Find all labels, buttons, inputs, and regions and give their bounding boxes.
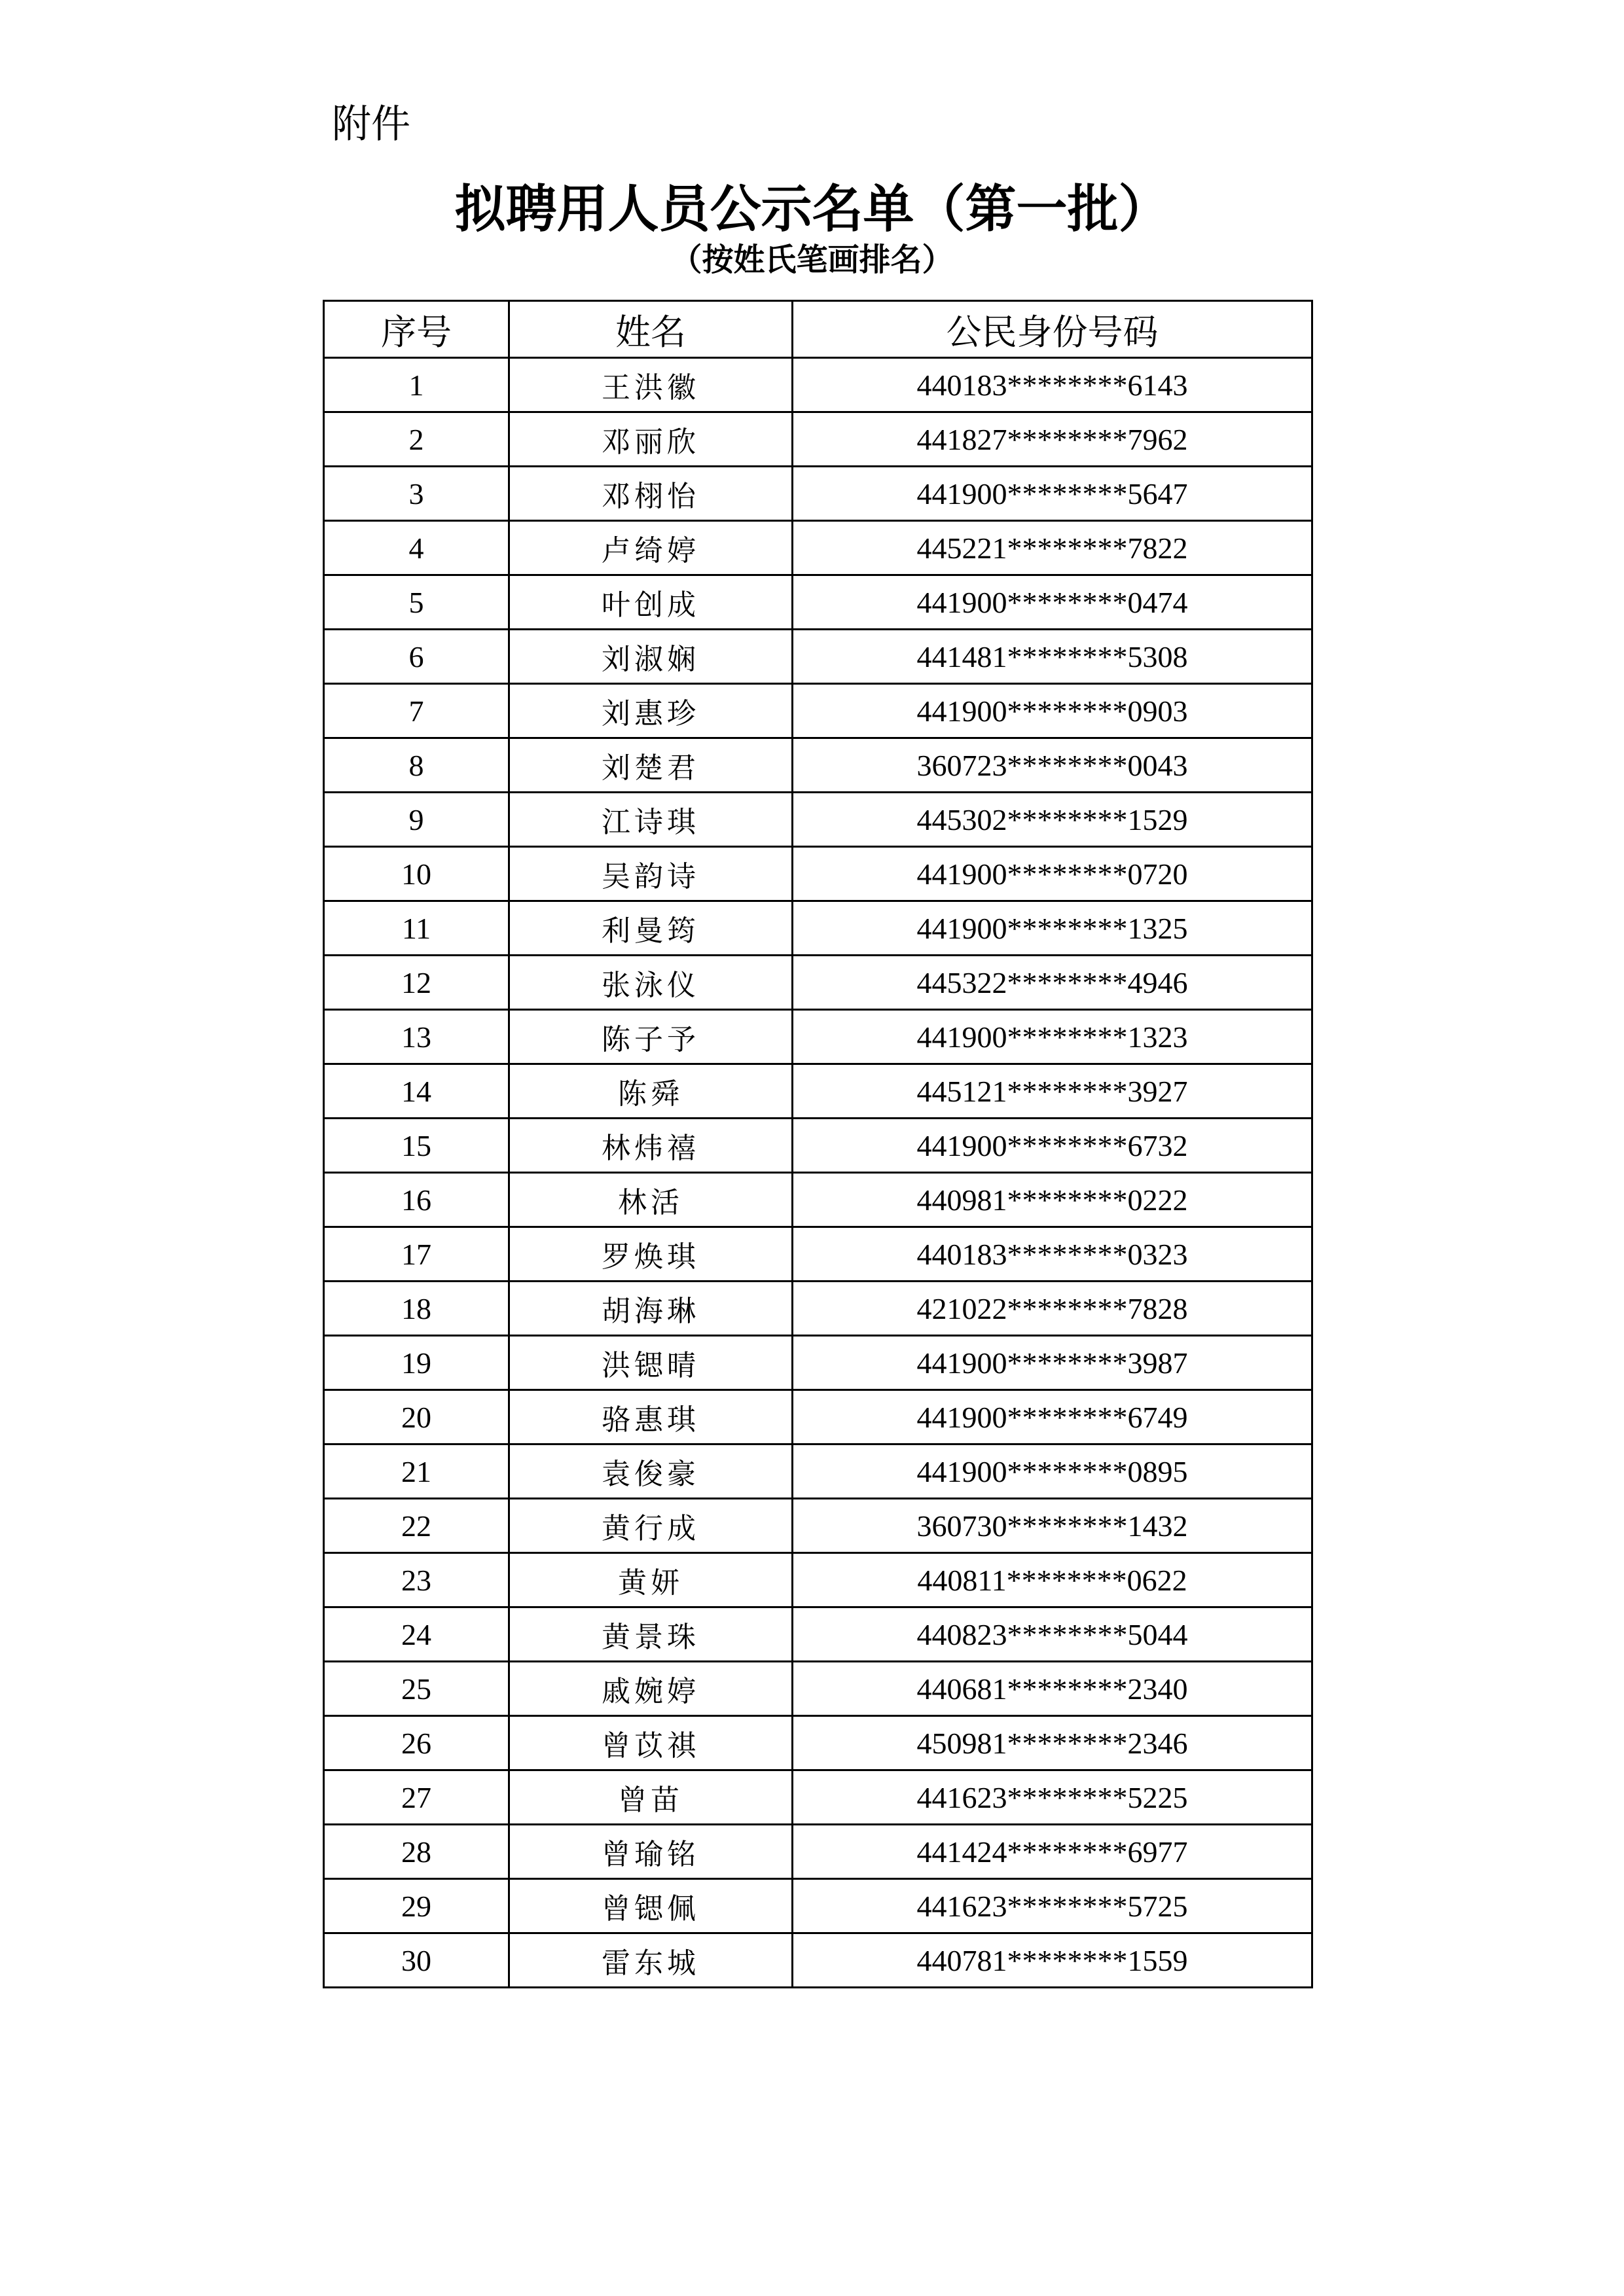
cell-name: 刘楚君 [509, 738, 793, 793]
cell-name: 黄景珠 [509, 1607, 793, 1662]
table-row [324, 630, 1312, 684]
cell-id: 441900********6749 [793, 1390, 1312, 1444]
table-row [324, 1716, 1312, 1770]
cell-id: 440811********0622 [793, 1553, 1312, 1607]
cell-seq: 7 [324, 684, 509, 738]
table-row [324, 358, 1312, 412]
cell-id: 440681********2340 [793, 1662, 1312, 1716]
cell-name: 林炜禧 [509, 1119, 793, 1173]
table-row [324, 956, 1312, 1010]
cell-name: 张泳仪 [509, 956, 793, 1010]
cell-seq: 14 [324, 1064, 509, 1119]
cell-id: 441900********0720 [793, 847, 1312, 901]
table-row [324, 1879, 1312, 1933]
cell-id: 440781********1559 [793, 1933, 1312, 1988]
cell-name: 黄行成 [509, 1499, 793, 1553]
table-row [324, 521, 1312, 575]
cell-seq: 10 [324, 847, 509, 901]
cell-id: 440981********0222 [793, 1173, 1312, 1227]
table-row [324, 1607, 1312, 1662]
cell-id: 441900********0903 [793, 684, 1312, 738]
cell-name: 利曼筠 [509, 901, 793, 956]
cell-name: 曾锶佩 [509, 1879, 793, 1933]
cell-id: 441900********0474 [793, 575, 1312, 630]
table-row [324, 847, 1312, 901]
cell-name: 陈舜 [509, 1064, 793, 1119]
cell-name: 邓丽欣 [509, 412, 793, 467]
cell-name: 林活 [509, 1173, 793, 1227]
cell-seq: 29 [324, 1879, 509, 1933]
cell-seq: 19 [324, 1336, 509, 1390]
table-row [324, 1933, 1312, 1988]
cell-name: 吴韵诗 [509, 847, 793, 901]
cell-name: 罗焕琪 [509, 1227, 793, 1282]
table-row [324, 1064, 1312, 1119]
cell-seq: 8 [324, 738, 509, 793]
table-body [324, 358, 1312, 1988]
cell-seq: 4 [324, 521, 509, 575]
cell-name: 王洪徽 [509, 358, 793, 412]
table-row [324, 1119, 1312, 1173]
cell-id: 440823********5044 [793, 1607, 1312, 1662]
table-row [324, 412, 1312, 467]
cell-name: 戚婉婷 [509, 1662, 793, 1716]
cell-seq: 22 [324, 1499, 509, 1553]
cell-seq: 6 [324, 630, 509, 684]
cell-seq: 2 [324, 412, 509, 467]
cell-id: 440183********0323 [793, 1227, 1312, 1282]
table-row [324, 793, 1312, 847]
cell-name: 邓栩怡 [509, 467, 793, 521]
page-title: 拟聘用人员公示名单（第一批） [454, 179, 1170, 239]
table-row [324, 1010, 1312, 1064]
cell-seq: 23 [324, 1553, 509, 1607]
cell-seq: 26 [324, 1716, 509, 1770]
table-row [324, 1444, 1312, 1499]
cell-id: 445221********7822 [793, 521, 1312, 575]
cell-name: 卢绮婷 [509, 521, 793, 575]
cell-id: 360730********1432 [793, 1499, 1312, 1553]
cell-seq: 21 [324, 1444, 509, 1499]
cell-name: 刘淑娴 [509, 630, 793, 684]
cell-seq: 15 [324, 1119, 509, 1173]
cell-id: 441900********5647 [793, 467, 1312, 521]
cell-id: 441827********7962 [793, 412, 1312, 467]
table-row [324, 1282, 1312, 1336]
table-row [324, 575, 1312, 630]
table-row [324, 1499, 1312, 1553]
cell-seq: 27 [324, 1770, 509, 1825]
table-row [324, 901, 1312, 956]
table-row [324, 738, 1312, 793]
table-row [324, 684, 1312, 738]
cell-seq: 3 [324, 467, 509, 521]
cell-id: 421022********7828 [793, 1282, 1312, 1336]
table-row [324, 1336, 1312, 1390]
cell-id: 445121********3927 [793, 1064, 1312, 1119]
cell-id: 441900********1323 [793, 1010, 1312, 1064]
cell-id: 441900********0895 [793, 1444, 1312, 1499]
cell-id: 440183********6143 [793, 358, 1312, 412]
cell-id: 445322********4946 [793, 956, 1312, 1010]
cell-name: 陈子予 [509, 1010, 793, 1064]
cell-seq: 12 [324, 956, 509, 1010]
cell-id: 445302********1529 [793, 793, 1312, 847]
cell-seq: 13 [324, 1010, 509, 1064]
cell-id: 441900********6732 [793, 1119, 1312, 1173]
table-row [324, 1553, 1312, 1607]
cell-name: 袁俊豪 [509, 1444, 793, 1499]
cell-name: 曾苡祺 [509, 1716, 793, 1770]
header-name: 姓名 [509, 301, 793, 358]
cell-name: 刘惠珍 [509, 684, 793, 738]
cell-name: 黄妍 [509, 1553, 793, 1607]
cell-id: 360723********0043 [793, 738, 1312, 793]
cell-id: 441900********1325 [793, 901, 1312, 956]
cell-name: 雷东城 [509, 1933, 793, 1988]
header-id: 公民身份号码 [793, 301, 1312, 358]
cell-id: 441424********6977 [793, 1825, 1312, 1879]
table-row [324, 1227, 1312, 1282]
cell-seq: 5 [324, 575, 509, 630]
attachment-label: 附件 [332, 101, 410, 147]
table-row [324, 1770, 1312, 1825]
cell-id: 441623********5225 [793, 1770, 1312, 1825]
cell-seq: 20 [324, 1390, 509, 1444]
cell-seq: 24 [324, 1607, 509, 1662]
cell-name: 胡海琳 [509, 1282, 793, 1336]
cell-name: 江诗琪 [509, 793, 793, 847]
cell-seq: 25 [324, 1662, 509, 1716]
cell-name: 曾苗 [509, 1770, 793, 1825]
cell-seq: 11 [324, 901, 509, 956]
cell-id: 441481********5308 [793, 630, 1312, 684]
table-row [324, 1173, 1312, 1227]
cell-seq: 17 [324, 1227, 509, 1282]
candidate-table [323, 300, 1313, 1988]
cell-seq: 9 [324, 793, 509, 847]
cell-seq: 16 [324, 1173, 509, 1227]
table-row [324, 1825, 1312, 1879]
cell-seq: 28 [324, 1825, 509, 1879]
cell-seq: 18 [324, 1282, 509, 1336]
cell-name: 叶创成 [509, 575, 793, 630]
page-subtitle: （按姓氏笔画排名） [670, 242, 954, 278]
table-row [324, 1390, 1312, 1444]
cell-id: 441900********3987 [793, 1336, 1312, 1390]
cell-name: 洪锶晴 [509, 1336, 793, 1390]
header-seq: 序号 [324, 301, 509, 358]
cell-name: 曾瑜铭 [509, 1825, 793, 1879]
cell-name: 骆惠琪 [509, 1390, 793, 1444]
cell-id: 441623********5725 [793, 1879, 1312, 1933]
table-header-row [324, 301, 1312, 358]
table-row [324, 467, 1312, 521]
cell-seq: 1 [324, 358, 509, 412]
cell-id: 450981********2346 [793, 1716, 1312, 1770]
cell-seq: 30 [324, 1933, 509, 1988]
table-row [324, 1662, 1312, 1716]
